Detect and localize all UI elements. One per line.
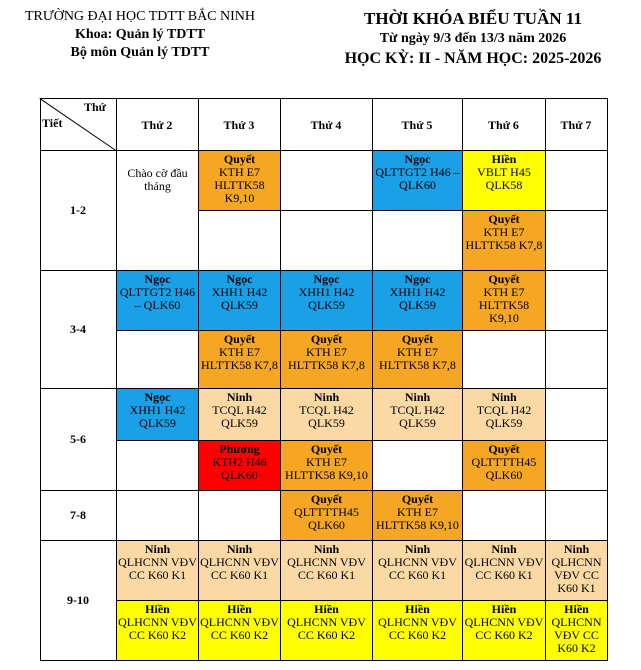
schedule-cell: [546, 541, 607, 600]
schedule-cell: [546, 601, 607, 660]
grid-line: [40, 98, 608, 99]
lecturer-name: Quyết: [223, 332, 256, 346]
lecturer-name: Ninh: [226, 390, 253, 404]
class-details: QLHCNN VĐV CC K60 K2: [118, 615, 197, 642]
schedule-cell: [199, 271, 280, 330]
term-info: HỌC KỲ: II - NĂM HỌC: 2025-2026: [344, 50, 602, 67]
lecturer-name: Ninh: [313, 390, 340, 404]
class-details: KTH E7 HLTTK58 K9,10: [478, 285, 530, 325]
header-left: [0, 8, 280, 62]
schedule-cell: [281, 601, 372, 660]
schedule-cell: [199, 151, 280, 210]
lecturer-name: Ninh: [563, 542, 590, 556]
class-details: QLTTGT2 H46 – QLK60: [119, 285, 196, 312]
schedule-cell: [373, 491, 462, 540]
schedule-cell: [199, 441, 280, 490]
grid-line: [545, 98, 546, 661]
schedule-cell: [199, 331, 280, 388]
schedule-cell: [281, 331, 372, 388]
class-details: TCQL H42 QLK59: [212, 403, 267, 430]
class-details: TCQL H42 QLK59: [299, 403, 354, 430]
grid-line: [40, 490, 608, 491]
class-details: QLHCNN VĐV CC K60 K1: [464, 555, 544, 582]
class-details: QLHCNN VĐV CC K60 K1: [378, 555, 457, 582]
day-header: Thứ 3: [223, 118, 255, 132]
lecturer-name: Ninh: [144, 542, 171, 556]
grid-line: [40, 388, 608, 389]
grid-line: [116, 440, 608, 441]
day-header: Thứ 4: [310, 118, 342, 132]
grid-line: [40, 540, 608, 541]
date-range: Từ ngày 9/3 đến 13/3 năm 2026: [379, 31, 567, 46]
lecturer-name: Ngọc: [404, 152, 431, 166]
schedule-cell: [373, 601, 462, 660]
schedule-cell: [373, 541, 462, 600]
lecturer-name: Ninh: [404, 542, 431, 556]
department-name: Bộ môn Quản lý TDTT: [70, 45, 210, 60]
lecturer-name: Ninh: [491, 542, 517, 556]
grid-line: [40, 98, 41, 661]
class-details: QLHCNN VĐV CC K60 K2: [287, 615, 366, 642]
class-details: QLHCNN VĐV CC K60 K2: [464, 615, 544, 642]
schedule-cell: [463, 271, 545, 330]
lecturer-name: Hiền: [491, 602, 517, 616]
lecturer-name: Ninh: [226, 542, 253, 556]
class-details: XHH1 H42 QLK59: [211, 285, 268, 312]
schedule-cell: [373, 151, 462, 210]
lecturer-name: Ninh: [313, 542, 340, 556]
period-label: 5-6: [70, 432, 86, 446]
grid-line: [462, 98, 463, 661]
grid-line: [116, 330, 608, 331]
class-details: VBLT H45 QLK58: [477, 165, 531, 192]
grid-line: [116, 98, 117, 661]
class-details: QLHCNN VĐV CC K60 K1: [200, 555, 279, 582]
lecturer-name: Quyết: [401, 492, 434, 506]
class-details: TCQL H42 QLK59: [390, 403, 445, 430]
grid-line: [40, 270, 608, 271]
class-details: XHH1 H42 QLK59: [298, 285, 355, 312]
header-right: [318, 8, 628, 70]
grid-line: [40, 660, 608, 661]
period-label: 9-10: [67, 593, 89, 607]
lecturer-name: Ngọc: [226, 272, 253, 286]
schedule-cell: [281, 541, 372, 600]
schedule-cell: [199, 389, 280, 440]
schedule-cell: [463, 211, 545, 270]
schedule-cell: [281, 389, 372, 440]
schedule-cell: [373, 389, 462, 440]
class-details: KTH E7 HLTTK58 K9,10: [376, 505, 459, 532]
class-details: QLHCNN VĐV CC K60 K1: [551, 555, 602, 595]
class-details: KTH E7 HLTTK58 K9,10: [285, 455, 368, 482]
lecturer-name: Hiền: [145, 602, 170, 616]
schedule-cell: [117, 601, 198, 660]
grid-line: [116, 600, 608, 601]
schedule-cell: [199, 541, 280, 600]
grid-line: [198, 98, 199, 661]
lecturer-name: Hiền: [227, 602, 252, 616]
class-details: QLTTTTH45 QLK60: [294, 505, 359, 532]
lecturer-name: Ninh: [404, 390, 431, 404]
grid-line: [198, 210, 608, 211]
class-details: KTH E7 HLTTK58 K7,8: [465, 225, 543, 252]
schedule-cell: [463, 601, 545, 660]
class-details: KTH E7 HLTTK58 K7,8: [288, 345, 365, 372]
schedule-cell: [463, 541, 545, 600]
period-label: 1-2: [70, 203, 86, 217]
schedule-cell: [117, 389, 198, 440]
lecturer-name: Hiền: [564, 602, 589, 616]
schedule-cell: [281, 441, 372, 490]
schedule-cell: [463, 389, 545, 440]
lecturer-name: Ngọc: [404, 272, 431, 286]
class-details: QLHCNN VĐV CC K60 K2: [200, 615, 279, 642]
schedule-cell: [373, 271, 462, 330]
schedule-cell: [281, 271, 372, 330]
class-details: KTH E7 HLTTK58 K7,8: [379, 345, 456, 372]
schedule-cell: [463, 151, 545, 210]
class-details: XHH1 H42 QLK59: [389, 285, 446, 312]
class-details: XHH1 H42 QLK59: [129, 403, 186, 430]
lecturer-name: Ninh: [491, 390, 517, 404]
class-details: QLHCNN VĐV CC K60 K1: [118, 555, 197, 582]
schedule-cell: [373, 331, 462, 388]
class-details: KTH E7 HLTTK58 K7,8: [201, 345, 278, 372]
lecturer-name: Hiền: [314, 602, 339, 616]
period-label: 3-4: [70, 322, 86, 336]
faculty-name: Khoa: Quản lý TDTT: [74, 27, 206, 42]
class-details: QLTTTTH45 QLK60: [471, 455, 537, 482]
corner-period-label: Tiết: [42, 116, 63, 130]
lecturer-name: Ngọc: [144, 390, 171, 404]
lecturer-name: Hiền: [491, 152, 517, 166]
day-header: Thứ 6: [488, 118, 519, 132]
period-label: 7-8: [70, 508, 86, 522]
schedule-cell: [117, 151, 198, 270]
schedule-cell: [463, 441, 545, 490]
lecturer-name: Quyết: [488, 442, 520, 456]
class-details: QLHCNN VĐV CC K60 K2: [551, 615, 602, 655]
grid-line: [372, 98, 373, 661]
class-details: QLHCNN VĐV CC K60 K2: [378, 615, 457, 642]
day-header: Thứ 5: [401, 118, 433, 132]
grid-line: [280, 98, 281, 661]
grid-line: [40, 150, 608, 151]
class-details: KTH2 H46 QLK60: [212, 455, 267, 482]
schedule-cell: [117, 271, 198, 330]
school-name: TRƯỜNG ĐẠI HỌC TDTT BẮC NINH: [24, 9, 256, 24]
lecturer-name: Quyết: [223, 152, 256, 166]
lecturer-name: Quyết: [488, 212, 520, 226]
lecturer-name: Phương: [219, 442, 260, 456]
lecturer-name: Quyết: [310, 332, 343, 346]
schedule-cell: [117, 541, 198, 600]
lecturer-name: Ngọc: [313, 272, 340, 286]
schedule-cell: [199, 601, 280, 660]
class-details: KTH E7 HLTTK58 K9,10: [214, 165, 265, 205]
class-details: QLTTGT2 H46 – QLK60: [375, 165, 460, 192]
lecturer-name: Quyết: [401, 332, 434, 346]
class-details: TCQL H42 QLK59: [476, 403, 532, 430]
class-details: QLHCNN VĐV CC K60 K1: [287, 555, 366, 582]
lecturer-name: Quyết: [310, 492, 343, 506]
grid-line: [607, 98, 608, 661]
corner-day-label: Thứ: [84, 100, 106, 114]
lecturer-name: Quyết: [488, 272, 520, 286]
event-note: Chào cờ đầu tháng: [127, 166, 188, 193]
day-header: Thứ 2: [141, 118, 173, 132]
lecturer-name: Hiền: [405, 602, 430, 616]
lecturer-name: Quyết: [310, 442, 343, 456]
schedule-cell: [281, 491, 372, 540]
page-title: THỜI KHÓA BIỂU TUẦN 11: [364, 9, 582, 28]
lecturer-name: Ngọc: [144, 272, 171, 286]
day-header: Thứ 7: [560, 118, 592, 132]
